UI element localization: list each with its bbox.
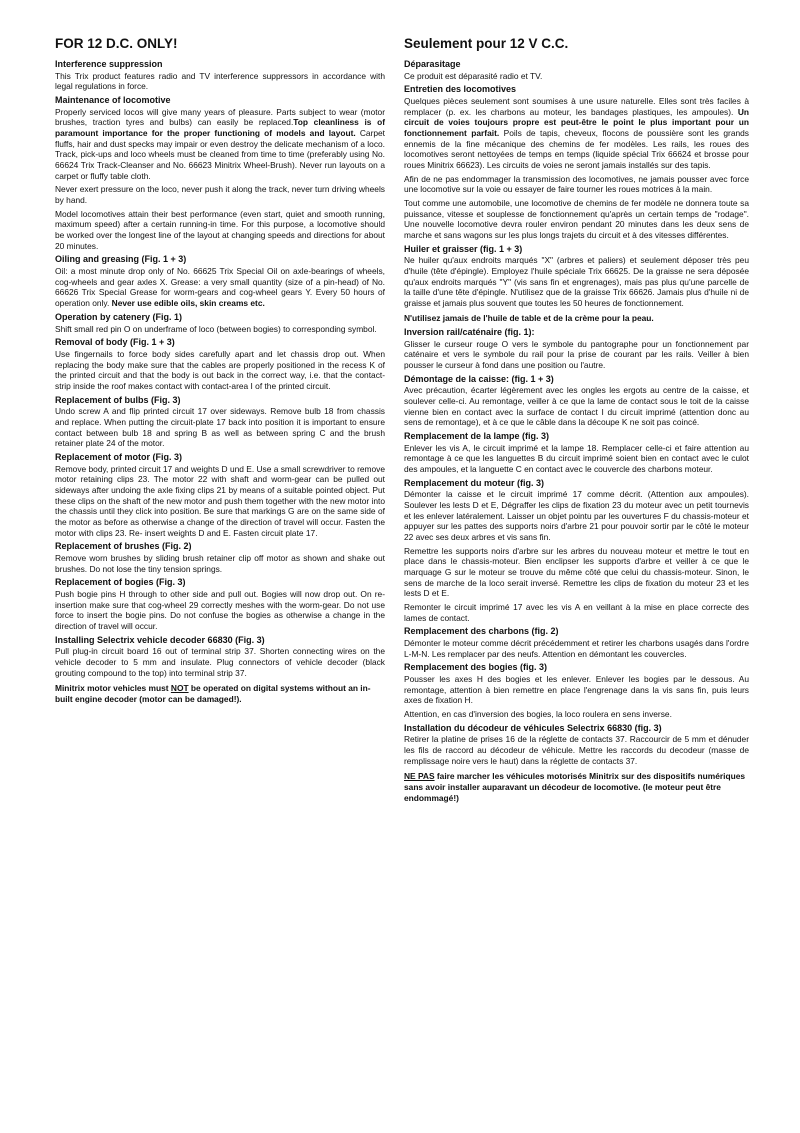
section-body [404,71,749,82]
section-heading: Oiling and greasing (Fig. 1 + 3) [55,254,187,265]
section [55,337,385,391]
body-text: Ce produit est déparasité radio et TV. [404,70,543,81]
section-body [404,674,749,706]
section-body [55,464,385,539]
section-heading: Entretien des locomotives [404,84,517,95]
section [404,59,749,81]
section-body [55,553,385,574]
section-body [55,107,385,182]
body-text: Afin de ne pas endommager la transmission des locomotives, ne jamais pousser avec force une locomotive sur la voie ou essayer de faire tourner les roues motrices à la main. [404,173,749,195]
french-sections [404,59,749,309]
body-text: Démonter la caisse et le circuit imprimé 17 comme décrit. (Attention aux ampoules). Soulever les lests D et E, Dégraffer les clips de fixation 23 du moteur avec un petit tournevis et les enlever latéralement. Laisser un objet pointu par les ouvertures F du chassis-moteur et appuyer sur les pattes des supports noirs d'arbre 21 pour pouvoir sortir par le côté le moteur 22 avec ses deux arbres et vis sans fin. [404,489,749,542]
section-body [55,406,385,449]
section [55,635,385,679]
section-body [404,96,749,171]
body-text: Avec précaution, écarter légèrement avec les ongles les ergots au centre de la caisse, et soulever celle-ci. Au remontage, veiller à ce que la lame de contact sous le toit de la caisse vienne bien en contact avec la surface de contact I du circuit imprimé (attention donc au sens de remontage), et à ce que le câble dans la découpe K ne soit pas coincé. [404,385,749,428]
warning-text: Minitrix motor vehicles must [55,683,171,694]
section [404,602,749,623]
body-text: Never exert pressure on the loco, never push it along the track, never turn driving wheels by hand. [55,184,385,206]
body-text: Démonter le moteur comme décrit précédemment et retirer les charbons usagés dans l'ordre L-M-N. Les remplacer par des neufs. Attention en démontant les couvercles. [404,638,749,659]
section [55,452,385,538]
section-body [55,349,385,392]
oil-note-fr: N'utilisez jamais de l'huile de table et de la crème pour la peau. [404,312,654,323]
section [404,198,749,241]
section-heading: Déparasitage [404,59,461,69]
body-text: Poils de tapis, cheveux, flocons de poussière sont les grands ennemis de la fine mécanique des chemins de fer modèles. Les rails, les roues des locomotives seront nettoyées de temps en temps (liquide spécial Trix 66624 et brosse pour roues Minitrix 66623). Les circuits de voies ne seront jamais installés sur des tapis. [404,128,749,171]
body-text: Carpet fluffs, hair and dust specks may impair or even destroy the delicate mechanism of a loco. Track, pick-ups and loco wheels must be cleaned from time to time (preferably using No. 66624 Trix Track-Cleanser and No. 66623 Minitrix Wheel-Brush). Never run layouts on a carpet or fluffy table cloth. [55,128,386,181]
digital-warning-en [55,683,385,704]
section [55,59,385,92]
section-heading: Installation du décodeur de véhicules Selectrix 66830 (fig. 3) [404,722,662,733]
section [404,723,749,767]
body-text: Undo screw A and flip printed circuit 17 over sideways. Remove bulb 18 from chassis and replace. When putting the circuit-plate 17 back into position it is important to ensure contact between bulb 18 and spring B as well as between spring C and the brush retainer plate 24 of the motor. [55,406,385,449]
section [55,395,385,449]
section [55,95,385,181]
emphasis-text: Never use edible oils, skin creams etc. [109,298,265,309]
page-title-en: FOR 12 D.C. ONLY! [55,36,178,51]
section-body [404,255,749,308]
section-body [55,646,385,678]
warning-text: faire marcher les véhicules motorisés Minitrix sur des dispositifs numériques sans avoir installer auparavant un décodeur de locomotive. (le moteur peut être endommagé!) [404,771,746,803]
section-heading: Operation by catenery (Fig. 1) [55,311,183,322]
body-text: Quelques pièces seulement sont soumises à une usure naturelle. Elles sont très faciles à remplacer (p. ex. les charbons au moteur, les bandages plastiques, les ampoules). [404,96,749,117]
section [55,184,385,205]
section-body [404,734,749,766]
section-body [404,443,749,475]
warning-emphasis: NOT [170,683,189,694]
section-body [404,709,749,720]
section-heading: Démontage de la caisse: (fig. 1 + 3) [404,373,554,384]
section-heading: Maintenance of locomotive [55,95,171,106]
section-body [404,546,749,599]
section [55,209,385,252]
body-text: Remove worn brushes by sliding brush retainer clip off motor as shown and shake out brushes. Do not lose the tiny tension springs. [55,553,385,574]
section [404,327,749,371]
section-body [55,71,385,92]
warning-emphasis: NE PAS [404,771,435,782]
section-body [404,385,749,428]
section-body [404,198,749,241]
body-text: Pull plug-in circuit board 16 out of terminal strip 37. Shorten connecting wires on the vehicle decoder to 5 mm and insulate. Plug connectors of vehicle decoder (black grouting compound to the top) into terminal strip 37. [55,646,385,678]
section [404,431,749,475]
body-text: Use fingernails to force body sides carefully apart and let chassis drop out. When replacing the body make sure that the cables are properly positioned in the recess K of the printed circuit and that the body is out back in the correct way, i.e. that the contact-strip inside the roof makes contact with contact-area I of the printed circuit. [55,348,385,391]
section-body [55,324,385,335]
section [404,244,749,309]
body-text: Shift small red pin O on underframe of loco (between bogies) to corresponding symbol. [55,323,377,334]
english-column [55,36,385,705]
body-text: Model locomotives attain their best performance (even start, quiet and smooth running, maximum speed) after a certain running-in time. For this purpose, a locomotive should be worked over the longest line of the layout at changing speeds and directions for about 20 minutes. [55,208,385,251]
digital-warning-fr [404,771,749,803]
section-heading: Installing Selectrix vehicle decoder 66830 (Fig. 3) [55,634,265,645]
english-sections [55,59,385,678]
section [404,626,749,659]
section-heading: Interference suppression [55,59,163,69]
warning-text: be operated on digital systems without an in-built engine decoder (motor can be damaged!). [55,683,371,705]
body-text: Remove body, printed circuit 17 and weights D und E. Use a small screwdriver to remove motor retaining clips 23. The motor 22 with shaft and worm-gear can be pulled out sideways after undoing the axle fixing clips 21 by means of a suitable pointed object. Put these clips on the shaft of the new motor and push them together with the new motor into the chassis until they click into position. Be sure that markings G are on the same side of the motor as before as otherwise a change of the direction of travel will occur. Fasten the motor with clips 23. Re- insert weights D and E. Fasten circuit plate 17. [55,463,385,538]
emphasis-text: Top cleanliness is of paramount importance for the proper functioning of models and layout. [55,117,385,139]
section-heading: Replacement of brushes (Fig. 2) [55,541,192,552]
section-body [404,174,749,195]
body-text: Oil: a most minute drop only of No. 66625 Trix Special Oil on axle-bearings of wheels, cog-wheels and gear axles X. Grease: a very small quantity (size of a pin-head) of No. 66626 Trix Special Grease for worm-gears and cog-wheel gears Y. Every 50 hours of operation only. [55,266,385,309]
body-text: Pousser les axes H des bogies et les enlever. Enlever les bogies par le dessous. Au remontage, attention à bien remettre en place l'engrenage dans la vis sans fin, puis leurs axes de fixation H. [404,674,749,706]
section-heading: Replacement of bulbs (Fig. 3) [55,394,181,405]
section [55,577,385,631]
body-text: Remonter le circuit imprimé 17 avec les vis A en veillant à la mise en place correcte des lames de contact. [404,602,749,623]
section-body [55,184,385,205]
emphasis-text: Un circuit de voies toujours propre est peut-être le point le plus important pour un fonctionnement parfait. [404,106,749,139]
body-text: Glisser le curseur rouge O vers le symbole du pantographe pour un fonctionnement par caténaire et vers le symbole du rail pour la prise de courant par les rails. Veiller à bien pousser le curseur à fond dans une position ou l'autre. [404,338,749,370]
section-body [55,209,385,252]
section-heading: Remplacement des charbons (fig. 2) [404,626,559,637]
section-body [55,266,385,309]
section-body [404,339,749,371]
body-text: This Trix product features radio and TV interference suppressors in accordance with legal regulations in force. [55,70,385,92]
section [55,541,385,574]
body-text: Tout comme une automobile, une locomotive de chemins de fer modèle ne donnera toute sa puissance, vitesse et souplesse de fonctionnement qu'après un certain temps de "rodage". Une nouvelle locomotive devra rouler environ pendant 20 minutes dans les deux sens de marche et sans wagons sur les plus longs trajets du circuit et à des vitesses différentes. [404,198,749,241]
section [404,478,749,543]
section-body [404,602,749,623]
section-heading: Remplacement de la lampe (fig. 3) [404,430,550,441]
section [404,662,749,706]
section-heading: Replacement of motor (Fig. 3) [55,451,183,462]
section [404,546,749,599]
section-body [404,489,749,542]
section-heading: Removal of body (Fig. 1 + 3) [55,337,175,348]
section-heading: Huiler et graisser (fig. 1 + 3) [404,243,523,254]
section-heading: Inversion rail/caténaire (fig. 1): [404,326,535,337]
body-text: Ne huiler qu'aux endroits marqués "X" (arbres et paliers) et seulement déposer très peu d'huile (tête d'épingle). Employez l'huile spéciale Trix 66625. De la graisse ne sera déposée qu'aux endroits marqués "Y" (vis sans fin et engrenages), mais pas plus qu'une parcelle de la taille d'une tête d'épingle. N'utilisez que de la graisse Trix 66626. Jamais plus d'huile ni de graisse et jamais plus souvent que toutes les 50 heures de fonctionnement. [404,255,749,309]
section [404,84,749,170]
section [404,174,749,195]
section-body [404,638,749,659]
section [404,374,749,428]
section-heading: Replacement of bogies (Fig. 3) [55,577,186,588]
section [55,312,385,334]
section [404,709,749,720]
body-text: Properly serviced locos will give many years of pleasure. Parts subject to wear (motor brushes, traction tyres and bulbs) can easily be replaced. [55,106,385,128]
section-heading: Remplacement des bogies (fig. 3) [404,662,548,673]
page-title-fr: Seulement pour 12 V C.C. [404,36,569,51]
french-column [404,36,749,803]
section [55,254,385,308]
body-text: Push bogie pins H through to other side and pull out. Bogies will now drop out. On re-insertion make sure that cog-wheel 29 correctly meshes with the worm-gear. Do not use force to insert the bogie pins. Do not confuse the bogies as otherwise a change in the direction of travel will occur. [55,589,385,632]
body-text: Attention, en cas d'inversion des bogies, la loco roulera en sens inverse. [404,709,672,720]
section-heading: Remplacement du moteur (fig. 3) [404,477,545,488]
body-text: Enlever les vis A, le circuit imprimé et la lampe 18. Remplacer celle-ci et faire attention au remontage à ce que les languettes B du circuit imprimé soient bien en contact avec le culot des ampoules, et la languette C en contact avec le couvercle des charbons moteur. [404,442,749,474]
body-text: Retirer la platine de prises 16 de la réglette de contacts 37. Raccourcir de 5 mm et dénuder les fils de raccord au décodeur de véhicule. Mettre les raccords du decodeur (masse de remplissage noire vers le haut) dans la réglette de contacts 37. [404,734,749,766]
section-body [55,589,385,632]
french-sections-2 [404,327,749,767]
body-text: Remettre les supports noirs d'arbre sur les arbres du nouveau moteur et mettre le tout en place dans le chassis-moteur. Bien enclipser les supports d'arbre et veiller à ce que le marquage G sur le moteur se trouve du même côté que celui du chassis-moteur. Sinon, le sens de marche de la loco serait inversé. Remettre les clips de fixation du moteur 23 et les lests D et E. [404,545,749,599]
